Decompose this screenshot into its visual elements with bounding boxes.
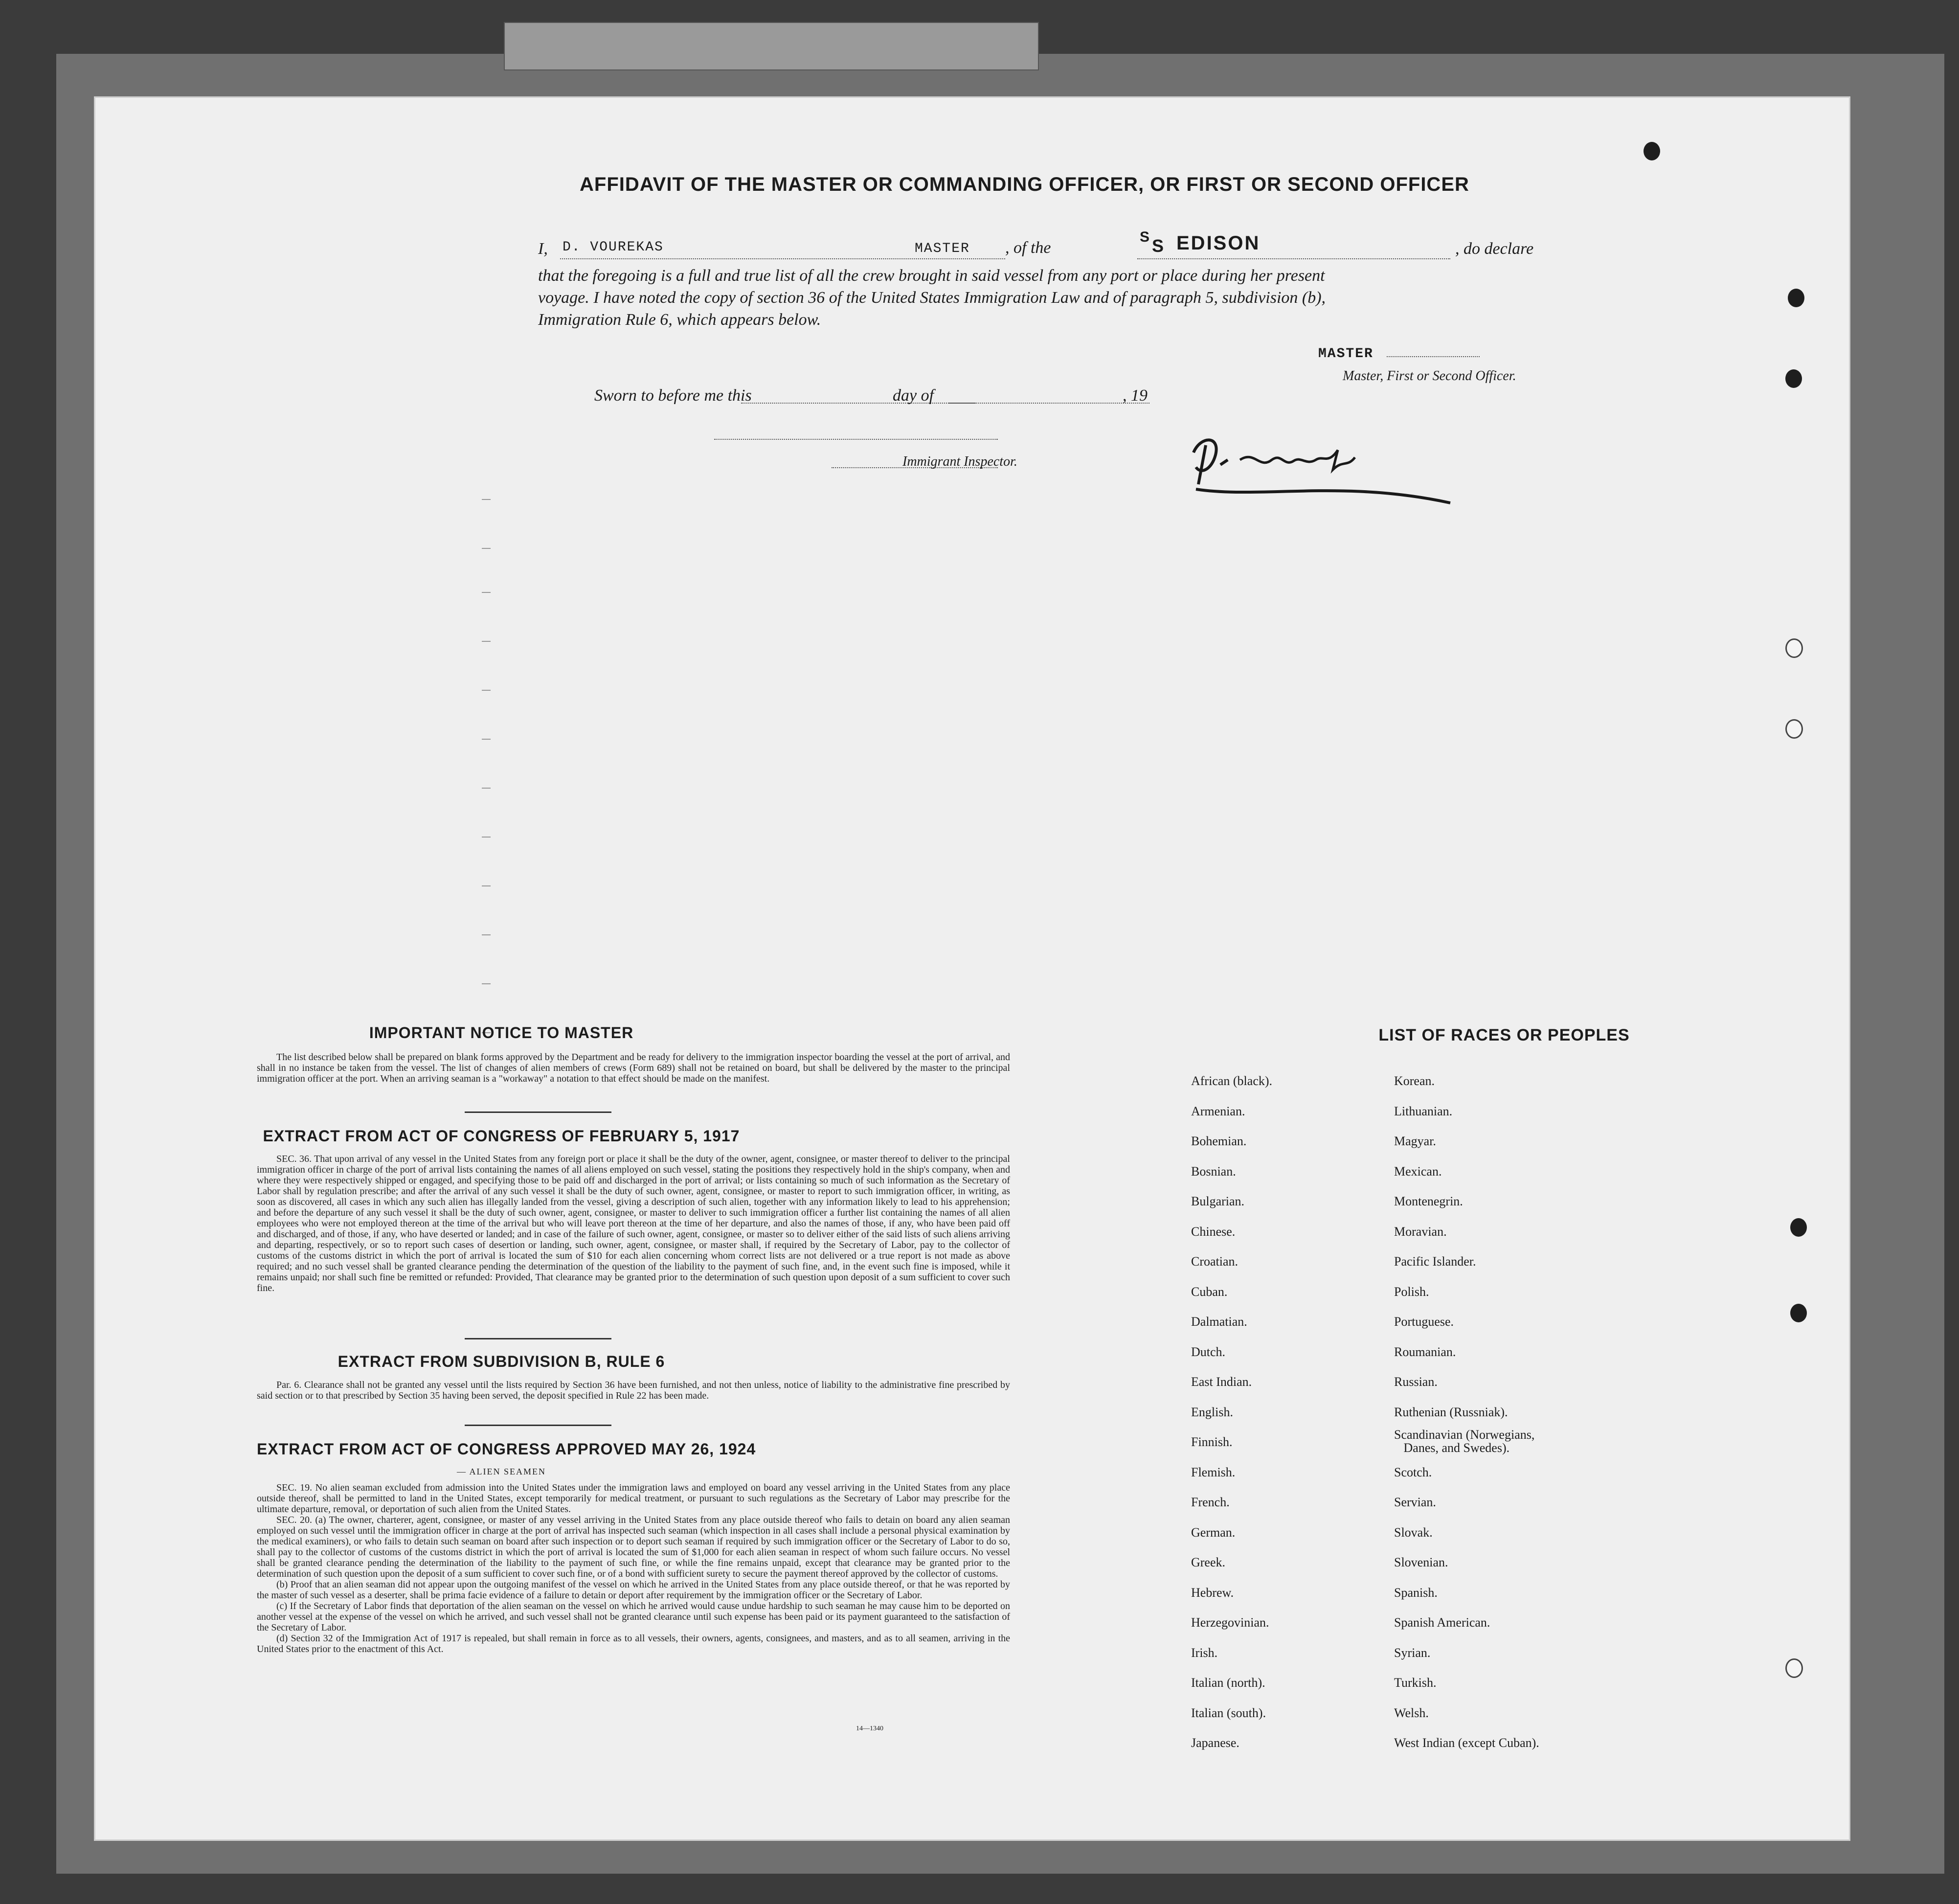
race-item: African (black). bbox=[1191, 1074, 1273, 1088]
signature-caption: Master, First or Second Officer. bbox=[1343, 368, 1516, 384]
inspector-label: Immigrant Inspector. bbox=[902, 454, 1017, 469]
race-item: Welsh. bbox=[1394, 1705, 1429, 1720]
extract-rule6-text bbox=[257, 1380, 1010, 1401]
race-item: Mexican. bbox=[1394, 1164, 1442, 1179]
race-item: Polish. bbox=[1394, 1284, 1429, 1299]
race-item: Bosnian. bbox=[1191, 1164, 1236, 1179]
vessel-prefix-small: S bbox=[1140, 229, 1151, 245]
race-item: Flemish. bbox=[1191, 1465, 1236, 1479]
race-item: Dutch. bbox=[1191, 1344, 1226, 1359]
race-item: Scotch. bbox=[1394, 1465, 1432, 1479]
race-item: Moravian. bbox=[1394, 1224, 1447, 1239]
manifest-page bbox=[95, 98, 1849, 1839]
sworn-label: Sworn to before me this bbox=[594, 386, 752, 405]
sworn-day-line bbox=[741, 403, 976, 404]
race-item: Scandinavian (Norwegians, Danes, and Swedes). bbox=[1394, 1428, 1535, 1455]
punch-hole-icon bbox=[1785, 1658, 1803, 1678]
sec20d-paragraph: (d) Section 32 of the Immigration Act of 1917 is repealed, but shall remain in force as to all vessels, their owners, agents, consignees, and masters, and as to all seamen, arriving in the United States prior to the enactment of this Act. bbox=[257, 1633, 1010, 1655]
extract-rule6-title: EXTRACT FROM SUBDIVISION B, RULE 6 bbox=[338, 1353, 665, 1370]
extract-rule6-paragraph: Par. 6. Clearance shall not be granted any vessel until the lists required by Section 36 have been furnished, and not then unless, notice of liability to the administrative fine prescribed by said section or to that prescribed by Section 35 having been served, the deposit specified in Rule 22 has been made. bbox=[257, 1380, 1010, 1401]
race-item: Ruthenian (Russniak). bbox=[1394, 1405, 1508, 1419]
sec20b-paragraph: (b) Proof that an alien seaman did not appear upon the outgoing manifest of the vessel on which he arrived in the United States from any place outside thereof, or that he was reported by the master of such vessel as a deserter, shall be prima facie evidence of a failure to detain or deport after requirement by the immigration officer or the Secretary of Labor. bbox=[257, 1579, 1010, 1601]
extract-1924-subtitle: — ALIEN SEAMEN bbox=[457, 1467, 546, 1476]
signature-stamp: MASTER bbox=[1318, 346, 1374, 362]
sec19-paragraph: SEC. 19. No alien seaman excluded from admission into the United States under the immigration laws and employed on board any vessel arriving in the United States from any place outside thereof, shall be permitted to land in the United States, except temporarily for medical treatment, or pursuant to such regulations as the Secretary of Labor may prescribe for the ultimate departure, removal, or deportation of such alien from the United States. bbox=[257, 1482, 1010, 1515]
folder-tab bbox=[504, 22, 1039, 70]
name-underline bbox=[560, 258, 1005, 259]
form-number: 14—1340 bbox=[856, 1725, 883, 1732]
punch-hole-icon bbox=[1790, 1218, 1807, 1237]
extract-1924-title: EXTRACT FROM ACT OF CONGRESS APPROVED MAY 26, 1924 bbox=[257, 1440, 756, 1458]
race-item: Italian (south). bbox=[1191, 1705, 1266, 1720]
race-item: Montenegrin. bbox=[1394, 1194, 1463, 1208]
race-item: Dalmatian. bbox=[1191, 1315, 1247, 1329]
race-item: Irish. bbox=[1191, 1645, 1218, 1660]
vessel-underline bbox=[1137, 258, 1450, 259]
punch-hole-icon bbox=[1785, 719, 1803, 739]
race-item: Bulgarian. bbox=[1191, 1194, 1245, 1208]
race-item: Bohemian. bbox=[1191, 1134, 1247, 1148]
race-item: Syrian. bbox=[1394, 1645, 1431, 1660]
divider bbox=[465, 1338, 611, 1339]
extract-1924-text bbox=[257, 1482, 1010, 1655]
punch-hole-icon bbox=[1644, 142, 1660, 160]
race-item: Croatian. bbox=[1191, 1254, 1238, 1269]
race-item: French. bbox=[1191, 1495, 1230, 1509]
race-item: Finnish. bbox=[1191, 1435, 1233, 1449]
notice-text bbox=[257, 1052, 1010, 1084]
divider bbox=[465, 1111, 611, 1113]
punch-hole-icon bbox=[1785, 369, 1802, 388]
day-of-label: day of bbox=[893, 386, 934, 405]
race-item: West Indian (except Cuban). bbox=[1394, 1736, 1539, 1750]
race-item: Spanish. bbox=[1394, 1585, 1438, 1600]
race-item: Servian. bbox=[1394, 1495, 1436, 1509]
race-item: Slovak. bbox=[1394, 1525, 1433, 1540]
extract-1917-paragraph: SEC. 36. That upon arrival of any vessel in the United States from any foreign port or place it shall be the duty of the owner, agent, consignee, or master thereof to deliver to the principal immigration officer in charge of the port of arrival lists containing the names of all aliens employed on such vessel, stating the positions they respectively hold in the ship's company, when and where they were respectively shipped or engaged, and specifying those to be paid off and discharged in the port of arrival; or lists containing so much of such information as the Secretary of Labor shall by regulation prescribe; and after the arrival of any such vessel it shall be the duty of such owner, agent, consignee, or master to report to such immigration officer, in writing, as soon as discovered, all cases in which any such alien has illegally landed from the vessel, giving a description of such alien, together with any information likely to lead to his apprehension; and before the departure of any such vessel it shall be the duty of such owner, agent, consignee, or master to deliver to such immigration officer a further list containing the names of all alien employees who were not employed thereon at the time of the arrival but who will leave port thereon at the time of her departure, and also the names of those, if any, who have been paid off and discharged, and of those, if any, who have deserted or landed; and in case of the failure of such owner, agent, consignee, or master so to deliver either of the said lists of such aliens arriving and departing, respectively, or so to report such cases of desertion or landing, such owner, agent, consignee, or master shall, if required by the Secretary of Labor, pay to the collector of customs of the customs district in which the port of arrival is located the sum of $10 for each alien concerning whom correct lists are not delivered or a true report is not made as above required; and no such vessel shall be granted clearance pending the determination of the question of the liability to the payment of such fine, and, in the event such fine is imposed, while it remains unpaid; nor shall such fine be remitted or refunded: Provided, That clearance may be granted prior to the determination of such question upon deposit of a sum sufficient to cover such fine. bbox=[257, 1154, 1010, 1293]
race-item: Slovenian. bbox=[1394, 1555, 1448, 1569]
master-name: D. VOUREKAS bbox=[563, 240, 664, 255]
race-item: Pacific Islander. bbox=[1394, 1254, 1476, 1269]
notice-paragraph: The list described below shall be prepared on blank forms approved by the Department and be ready for delivery to the immigration inspector boarding the vessel at the port of arrival, and shall in no instance be taken from the vessel. The list of changes of alien members of crews (Form 689) shall not be retained on board, but shall be delivered by the master to the principal immigration officer at the port. When an arriving seaman is a "workaway" a notation to that effect should be made on the manifest. bbox=[257, 1052, 1010, 1084]
race-item: German. bbox=[1191, 1525, 1236, 1540]
vessel-prefix: S bbox=[1152, 236, 1166, 256]
of-the-label: , of the bbox=[1005, 239, 1051, 257]
punch-hole-icon bbox=[1785, 638, 1803, 658]
divider bbox=[465, 1425, 611, 1426]
race-item: East Indian. bbox=[1191, 1375, 1252, 1389]
race-item: English. bbox=[1191, 1405, 1233, 1419]
race-item: Magyar. bbox=[1394, 1134, 1436, 1148]
sec20c-paragraph: (c) If the Secretary of Labor finds that deportation of the alien seaman on the vessel on which he arrived would cause undue hardship to such seaman he may cause him to be deported on another vessel at the expense of the vessel on which he arrived, and such vessel shall not be granted clearance until such expense has been paid or its payment guaranteed to the satisfaction of the Secretary of Labor. bbox=[257, 1601, 1010, 1633]
race-item: Spanish American. bbox=[1394, 1615, 1490, 1630]
master-signature bbox=[1186, 431, 1460, 509]
vessel-name: EDISON bbox=[1176, 232, 1261, 254]
affidavit-line-2: that the foregoing is a full and true list of all the crew brought in said vessel from any port or place during her present bbox=[538, 267, 1325, 285]
race-item: Lithuanian. bbox=[1394, 1104, 1453, 1118]
race-item: Armenian. bbox=[1191, 1104, 1245, 1118]
race-item: Herzegovinian. bbox=[1191, 1615, 1269, 1630]
affidavit-line-4: Immigration Rule 6, which appears below. bbox=[538, 311, 821, 329]
extract-1917-title: EXTRACT FROM ACT OF CONGRESS OF FEBRUARY 5, 1917 bbox=[263, 1127, 740, 1145]
affidavit-line-3: voyage. I have noted the copy of section 36 of the United States Immigration Law and of paragraph 5, subdivision (b), bbox=[538, 289, 1326, 307]
sec20a-paragraph: SEC. 20. (a) The owner, charterer, agent, consignee, or master of any vessel arriving in the United States from any place outside thereof who fails to detain on board any alien seaman employed on such vessel until the immigration officer in charge at the port of arrival has inspected such seaman (which inspection in all cases shall include a personal physical examination by the medical examiners), or who fails to detain such seaman on board after such inspection or to deport such seaman if required by such immigration officer or the Secretary of Labor to do so, shall pay to the collector of customs of the customs district in which the port of arrival is located the sum of $1,000 for each alien seaman in respect of whom such failure occurs. No vessel shall be granted clearance pending the determination of the liability to the payment of such fine, or while the fine remains unpaid, except that clearance may be granted prior to the determination of such question upon the deposit of a sum sufficient to cover such fine, or of a bond with sufficient surety to secure the payment thereof approved by the collector of customs. bbox=[257, 1515, 1010, 1579]
notice-title: IMPORTANT NOTICE TO MASTER bbox=[369, 1024, 634, 1042]
signature-underline bbox=[1387, 356, 1480, 357]
master-rank: MASTER bbox=[915, 241, 970, 256]
punch-hole-icon bbox=[1788, 289, 1804, 307]
race-item: Greek. bbox=[1191, 1555, 1226, 1569]
race-item: Hebrew. bbox=[1191, 1585, 1234, 1600]
sworn-month-line bbox=[949, 403, 1149, 404]
race-item: Russian. bbox=[1394, 1375, 1438, 1389]
inspector-sig-line bbox=[714, 439, 998, 440]
race-item: Turkish. bbox=[1394, 1676, 1437, 1690]
extract-1917-text bbox=[257, 1154, 1010, 1293]
race-item: Portuguese. bbox=[1394, 1315, 1454, 1329]
punch-hole-icon bbox=[1790, 1304, 1807, 1322]
year-prefix: , 19 bbox=[1123, 386, 1148, 405]
race-item: Japanese. bbox=[1191, 1736, 1239, 1750]
race-item: Italian (north). bbox=[1191, 1676, 1265, 1690]
races-title: LIST OF RACES OR PEOPLES bbox=[1378, 1026, 1630, 1044]
race-item: Roumanian. bbox=[1394, 1344, 1456, 1359]
race-item: Cuban. bbox=[1191, 1284, 1228, 1299]
race-item: Korean. bbox=[1394, 1074, 1435, 1088]
do-declare-label: , do declare bbox=[1455, 240, 1534, 258]
affidavit-title: AFFIDAVIT OF THE MASTER OR COMMANDING OFFICER, OR FIRST OR SECOND OFFICER bbox=[580, 174, 1469, 195]
affidavit-i-label: I, bbox=[538, 240, 548, 258]
race-item: Chinese. bbox=[1191, 1224, 1236, 1239]
